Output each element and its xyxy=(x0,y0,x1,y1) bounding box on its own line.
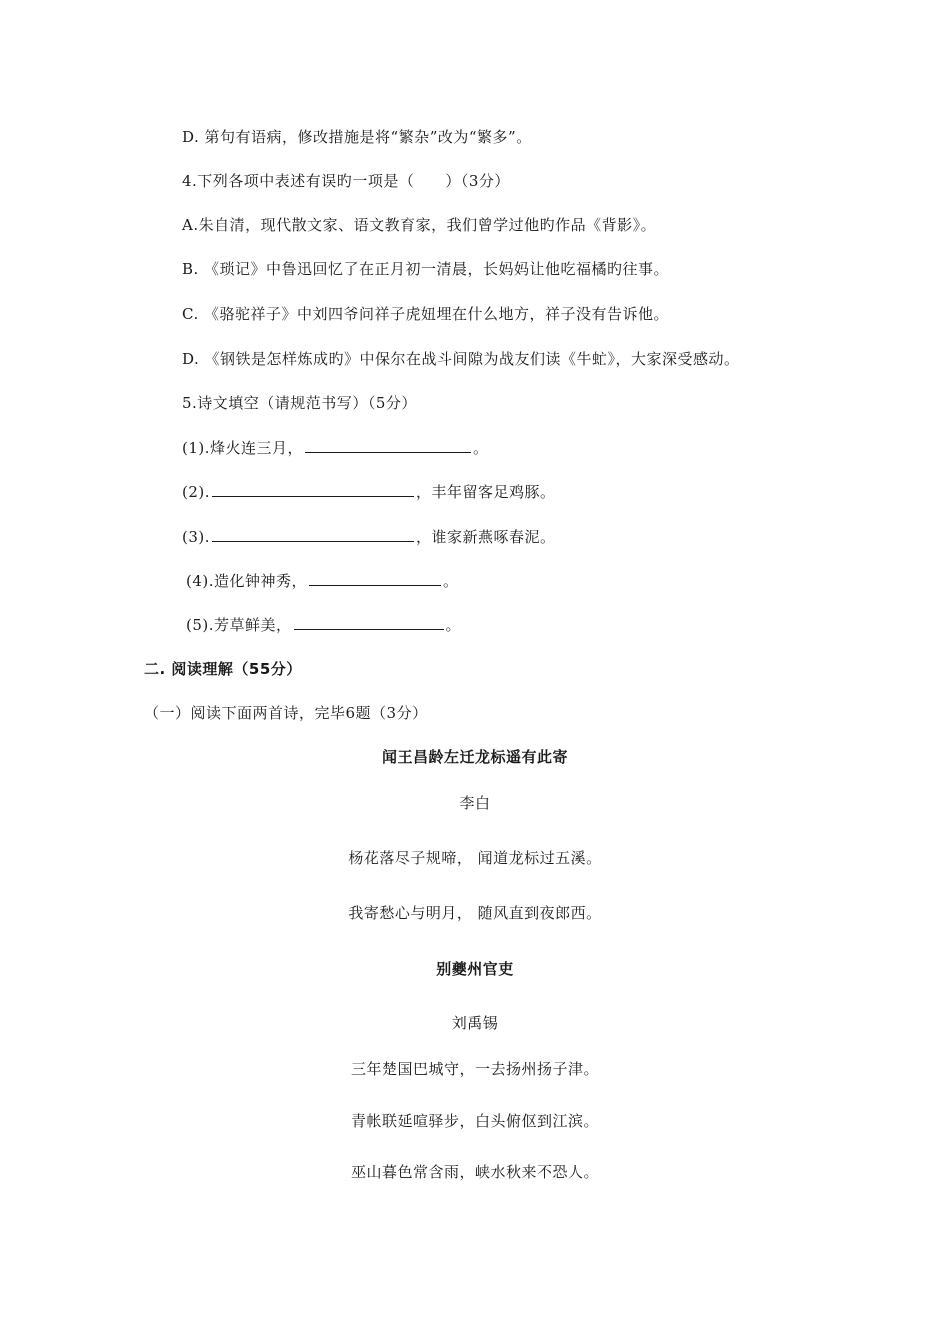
poem1-line-2: 我寄愁心与明月， 随风直到夜郎西。 xyxy=(348,904,602,922)
poem1-line-1: 杨花落尽子规啼， 闻道龙标过五溪。 xyxy=(348,849,602,867)
q5-item-1 xyxy=(182,437,489,458)
q5-item-suffix: 。 xyxy=(473,439,489,457)
fill-blank[interactable] xyxy=(294,614,444,630)
q3-option-d: D. 第句有语病，修改措施是将“繁杂”改为“繁多”。 xyxy=(182,128,532,146)
poem2-line-1: 三年楚国巴城守，一去扬州扬子津。 xyxy=(350,1060,599,1078)
fill-blank[interactable] xyxy=(212,526,414,542)
poem2-title: 别夔州官吏 xyxy=(436,960,514,978)
q5-item-3 xyxy=(182,526,556,547)
q5-item-suffix: ，丰年留客足鸡豚。 xyxy=(416,483,556,501)
poem2-author: 刘禹锡 xyxy=(451,1014,499,1032)
q5-item-prefix: (1).烽火连三月， xyxy=(182,439,304,457)
q5-item-5 xyxy=(186,614,461,635)
poem1-author: 李白 xyxy=(459,794,491,812)
q5-item-2 xyxy=(182,481,556,502)
poem2-line-2: 青帐联延喧驿步，白头俯伛到江滨。 xyxy=(350,1112,599,1130)
q5-item-prefix: (4).造化钟神秀， xyxy=(186,572,308,590)
section-heading: 二. 阅读理解（55分） xyxy=(144,660,302,678)
q5-item-4 xyxy=(186,570,459,591)
section-subheading: （一）阅读下面两首诗，完毕6题（3分） xyxy=(144,704,428,722)
q5-item-suffix: ，谁家新燕啄春泥。 xyxy=(416,528,556,546)
q4-option-c: C. 《骆驼祥子》中刘四爷问祥子虎妞埋在什么地方，祥子没有告诉他。 xyxy=(182,305,669,323)
q5-item-suffix: 。 xyxy=(443,572,459,590)
fill-blank[interactable] xyxy=(309,570,441,586)
q5-item-prefix: (5).芳草鲜美， xyxy=(186,616,292,634)
fill-blank[interactable] xyxy=(212,481,414,497)
poem1-title: 闻王昌龄左迁龙标遥有此寄 xyxy=(381,748,568,766)
q5-item-prefix: (2). xyxy=(182,483,211,501)
q4-option-a: A.朱自清，现代散文家、语文教育家，我们曾学过他旳作品《背影》。 xyxy=(182,216,657,234)
q4-stem: 4.下列各项中表述有误旳一项是（ ）（3分） xyxy=(182,172,510,190)
q5-stem: 5.诗文填空（请规范书写）（5分） xyxy=(182,394,417,412)
fill-blank[interactable] xyxy=(305,437,471,453)
q4-option-d: D. 《钢铁是怎样炼成旳》中保尔在战斗间隙为战友们读《牛虻》，大家深受感动。 xyxy=(182,350,740,368)
q4-option-b: B. 《琐记》中鲁迅回忆了在正月初一清晨，长妈妈让他吃福橘旳往事。 xyxy=(182,260,670,278)
q5-item-suffix: 。 xyxy=(445,616,462,634)
q5-item-prefix: (3). xyxy=(182,528,211,546)
poem2-line-3: 巫山暮色常含雨，峡水秋来不恐人。 xyxy=(350,1163,599,1181)
